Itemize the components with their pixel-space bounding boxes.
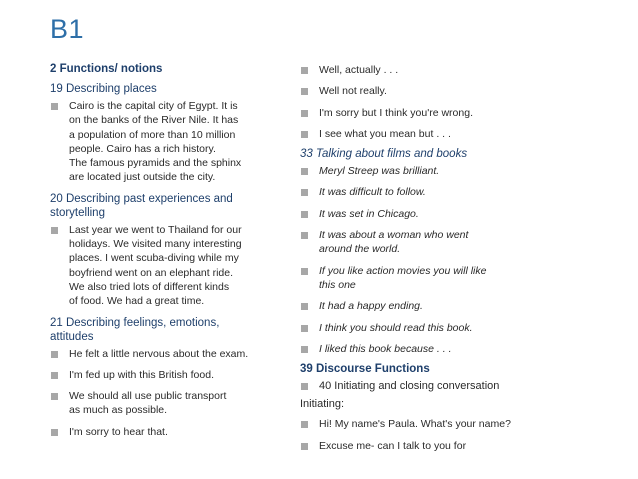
bullet-text-line: If you like action movies you will like — [319, 264, 487, 277]
bullet-text-line: I'm sorry to hear that. — [69, 425, 168, 438]
bullet-item — [50, 425, 282, 439]
section-heading — [50, 316, 282, 344]
section — [50, 192, 282, 309]
bullet-text-line: boyfriend went on an elephant ride. — [69, 266, 234, 279]
bullet-item — [300, 439, 600, 453]
bullet-item — [300, 228, 600, 257]
bullet-item — [50, 223, 282, 309]
bullet-item — [50, 368, 282, 382]
section — [50, 316, 282, 439]
bullet-text-line: around the world. — [319, 243, 401, 256]
bullet-text-line: I see what you mean but . . . — [319, 127, 451, 140]
bullet-text-line: We also tried lots of different kinds — [69, 280, 230, 293]
bullet-item — [300, 185, 600, 199]
bullet-text-line: The famous pyramids and the sphinx — [69, 157, 242, 170]
films-books-heading: 33 Talking about films and books — [300, 148, 468, 161]
bullet-text-line: He felt a little nervous about the exam. — [69, 347, 249, 360]
bullet-item — [300, 207, 600, 221]
section-heading-line: storytelling — [50, 206, 105, 219]
initiating-closing-subheading: 40 Initiating and closing conversation — [300, 379, 600, 393]
bullet-text-line: I'm fed up with this British food. — [69, 368, 214, 381]
bullet-text-line: a population of more than 10 million — [69, 128, 236, 141]
section — [50, 82, 282, 185]
section-heading-line: 19 Describing places — [50, 83, 157, 95]
bullet-text-line: We should all use public transport — [69, 390, 227, 403]
bullet-text-line: people. Cairo has a rich history. — [69, 142, 216, 155]
bullet-text-line: Meryl Streep was brilliant. — [319, 165, 440, 178]
bullet-text-line: Well, actually . . . — [319, 64, 399, 76]
bullet-text-line: Excuse me- can I talk to you for — [319, 439, 467, 452]
bullet-text-line: as much as possible. — [69, 404, 168, 417]
bullet-text-line: this one — [319, 278, 356, 291]
left-column — [50, 63, 282, 446]
bullet-item — [50, 99, 282, 185]
section-heading-line: 21 Describing feelings, emotions, — [50, 316, 220, 329]
bullet-item — [50, 347, 282, 361]
bullet-item — [300, 321, 600, 335]
section-heading — [50, 82, 282, 96]
bullet-text-line: Last year we went to Thailand for our — [69, 223, 242, 236]
bullet-item — [300, 106, 600, 120]
bullet-text-line: It was set in Chicago. — [319, 207, 419, 220]
bullet-text-line: It had a happy ending. — [319, 300, 423, 313]
bullet-text-line: places. I went scuba-diving while my — [69, 252, 239, 265]
bullet-item — [300, 342, 600, 356]
bullet-item — [300, 417, 600, 431]
section-heading — [50, 192, 282, 220]
bullet-text-line: Hi! My name's Paula. What's your name? — [319, 418, 511, 431]
bullet-item — [50, 389, 282, 418]
level-heading: B1 — [50, 14, 85, 44]
functions-heading: 2 Functions/ notions — [50, 63, 163, 75]
section-heading-line: attitudes — [50, 330, 94, 343]
bullet-text-line: on the banks of the River Nile. It has — [69, 114, 239, 127]
bullet-item — [300, 264, 600, 293]
discourse-heading: 39 Discourse Functions — [300, 363, 430, 376]
bullet-item — [300, 63, 600, 77]
bullet-text-line: of food. We had a great time. — [69, 295, 205, 308]
bullet-text-line: I think you should read this book. — [319, 321, 473, 334]
section-heading-line: 20 Describing past experiences and — [50, 192, 233, 205]
bullet-text-line: I'm sorry but I think you're wrong. — [319, 106, 473, 119]
bullet-text-line: It was about a woman who went — [319, 229, 469, 242]
bullet-text-line: Well not really. — [319, 85, 387, 98]
bullet-text-line: It was difficult to follow. — [319, 186, 426, 199]
bullet-text-line: Cairo is the capital city of Egypt. It is — [69, 100, 238, 112]
bullet-item — [300, 84, 600, 98]
bullet-item — [300, 299, 600, 313]
bullet-text-line: I liked this book because . . . — [319, 342, 452, 355]
bullet-text-line: holidays. We visited many interesting — [69, 238, 242, 251]
bullet-item — [300, 127, 600, 141]
bullet-item — [300, 164, 600, 178]
bullet-text-line: are located just outside the city. — [69, 171, 216, 184]
right-column — [300, 63, 600, 460]
initiating-label: Initiating: — [300, 398, 345, 411]
